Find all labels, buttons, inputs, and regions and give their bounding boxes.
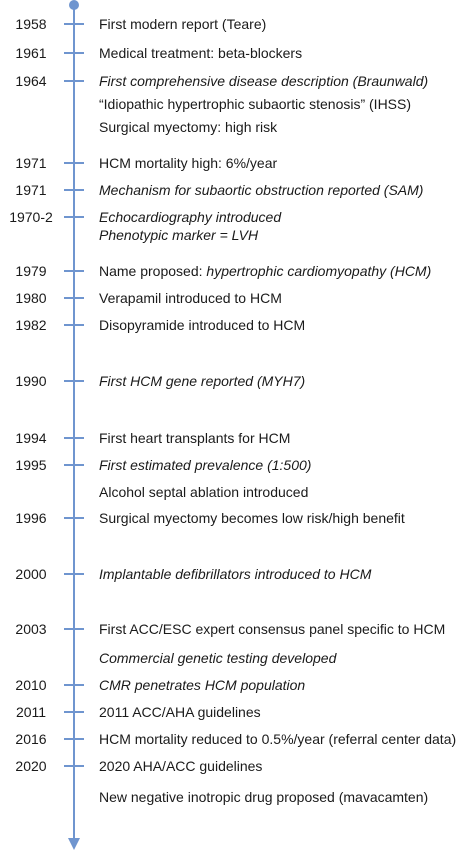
timeline-arrow-icon xyxy=(68,838,80,850)
year-label: 1971 xyxy=(15,155,47,171)
event-text xyxy=(99,209,281,225)
event-text xyxy=(99,704,261,720)
event-text-part: 2011 ACC/AHA guidelines xyxy=(99,704,261,720)
event-text-part: Verapamil introduced to HCM xyxy=(99,290,282,306)
event-text xyxy=(99,290,282,306)
year-label: 2003 xyxy=(15,621,47,637)
event-text-part: hypertrophic cardiomyopathy (HCM) xyxy=(206,263,432,279)
year-label: 1995 xyxy=(15,457,47,473)
event-text xyxy=(99,373,305,389)
event-text-part: Commercial genetic testing developed xyxy=(99,650,337,666)
year-label: 2016 xyxy=(15,731,47,747)
timeline-tick xyxy=(64,711,84,713)
timeline-tick xyxy=(64,324,84,326)
timeline-tick xyxy=(64,189,84,191)
event-text-part: Disopyramide introduced to HCM xyxy=(99,317,306,333)
year-label: 1990 xyxy=(15,373,47,389)
year-label: 2011 xyxy=(15,704,47,720)
timeline-tick xyxy=(64,684,84,686)
event-text xyxy=(99,317,305,333)
event-text-part: CMR penetrates HCM population xyxy=(99,677,306,693)
timeline-tick xyxy=(64,517,84,519)
year-label: 2020 xyxy=(15,758,47,774)
event-text xyxy=(99,263,431,279)
timeline-tick xyxy=(64,216,84,218)
timeline-tick xyxy=(64,628,84,630)
event-text-part: First estimated prevalence (1:500) xyxy=(99,457,312,473)
year-label: 1958 xyxy=(15,16,47,32)
event-text xyxy=(99,119,277,135)
event-text xyxy=(99,16,266,32)
event-text-part: First heart transplants for HCM xyxy=(99,430,291,446)
event-text xyxy=(99,566,371,582)
event-text-part: Alcohol septal ablation introduced xyxy=(99,484,309,500)
event-text xyxy=(99,484,308,500)
event-text-part: First ACC/ESC expert consensus panel specific to HCM xyxy=(99,621,446,637)
event-text-part: Implantable defibrillators introduced to HCM xyxy=(99,566,372,582)
event-text-part: Name proposed: xyxy=(99,263,207,279)
event-text xyxy=(99,457,311,473)
timeline-tick xyxy=(64,52,84,54)
year-label: 2000 xyxy=(15,566,47,582)
event-text-part: HCM mortality reduced to 0.5%/year (referral center data) xyxy=(99,731,457,747)
timeline-tick xyxy=(64,23,84,25)
year-label: 1996 xyxy=(15,510,47,526)
event-text xyxy=(99,789,428,805)
event-text xyxy=(99,677,305,693)
year-label: 1994 xyxy=(15,430,47,446)
event-text-part: Surgical myectomy: high risk xyxy=(99,119,278,135)
event-text xyxy=(99,96,411,112)
event-text xyxy=(99,731,456,747)
event-text xyxy=(99,155,277,171)
event-text-part: HCM mortality high: 6%/year xyxy=(99,155,278,171)
year-label: 1979 xyxy=(15,263,47,279)
timeline-tick xyxy=(64,464,84,466)
event-text xyxy=(99,45,302,61)
event-text-part: First comprehensive disease description (Braunwald) xyxy=(99,73,429,89)
timeline-tick xyxy=(64,765,84,767)
year-label: 1980 xyxy=(15,290,47,306)
timeline-tick xyxy=(64,270,84,272)
event-text-part: Phenotypic marker = LVH xyxy=(99,227,259,243)
event-text-part: New negative inotropic drug proposed (mavacamten) xyxy=(99,789,429,805)
event-text-part: 2020 AHA/ACC guidelines xyxy=(99,758,263,774)
event-text-part: Echocardiography introduced xyxy=(99,209,282,225)
timeline-tick xyxy=(64,162,84,164)
year-label: 1964 xyxy=(15,73,47,89)
event-text xyxy=(99,758,262,774)
event-text xyxy=(99,510,405,526)
timeline-tick xyxy=(64,80,84,82)
event-text-part: First HCM gene reported (MYH7) xyxy=(99,373,306,389)
event-text xyxy=(99,650,336,666)
event-text xyxy=(99,227,258,243)
timeline-tick xyxy=(64,573,84,575)
event-text-part: Mechanism for subaortic obstruction reported (SAM) xyxy=(99,182,424,198)
event-text-part: “Idiopathic hypertrophic subaortic stenosis” (IHSS) xyxy=(99,96,412,112)
event-text xyxy=(99,73,428,89)
event-text-part: First modern report (Teare) xyxy=(99,16,267,32)
year-label: 1961 xyxy=(15,45,47,61)
event-text-part: Medical treatment: beta-blockers xyxy=(99,45,303,61)
event-text xyxy=(99,621,445,637)
event-text xyxy=(99,182,423,198)
event-text-part: Surgical myectomy becomes low risk/high benefit xyxy=(99,510,405,526)
timeline-tick xyxy=(64,297,84,299)
timeline-tick xyxy=(64,437,84,439)
year-label: 2010 xyxy=(15,677,47,693)
year-label: 1971 xyxy=(15,182,47,198)
year-label: 1982 xyxy=(15,317,47,333)
year-label: 1970-2 xyxy=(9,209,53,225)
timeline-tick xyxy=(64,738,84,740)
timeline-tick xyxy=(64,380,84,382)
timeline-axis xyxy=(73,4,75,840)
event-text xyxy=(99,430,290,446)
